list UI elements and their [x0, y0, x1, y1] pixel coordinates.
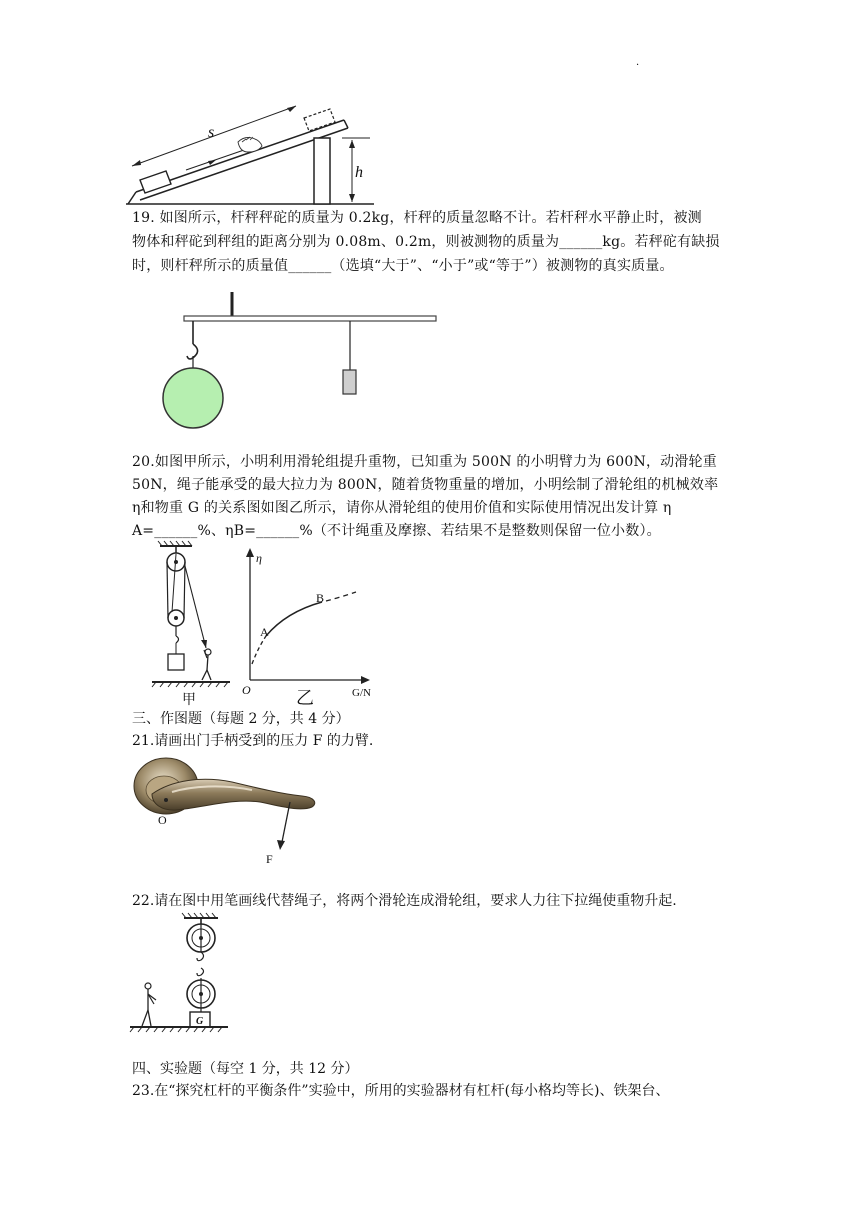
- q20-line3: η和物重 G 的关系图如图乙所示，请你从滑轮组的使用价值和实际使用情况出发计算 η: [132, 500, 672, 516]
- origin-label: O: [242, 683, 251, 697]
- point-a-label: A: [260, 625, 269, 639]
- two-pulleys-figure: [128, 912, 238, 1038]
- weight-g-label: G: [196, 1016, 204, 1027]
- caption-jia: 甲: [182, 692, 196, 708]
- page-mark: ·: [636, 60, 640, 71]
- q19-line2: 物体和秤砣到秤组的距离分别为 0.08m、0.2m，则被测物的质量为______kg。若秤砣有缺损: [132, 234, 720, 250]
- q20-line4: A=______%、ηB=______%（不计绳重及摩擦、若结果不是整数则保留一位小数）。: [132, 523, 661, 539]
- pulley-graph-figure: [146, 540, 376, 708]
- q23-text: 23.在“探究杠杆的平衡条件”实验中，所用的实验器材有杠杆(每小格均等长)、铁架台、: [132, 1083, 670, 1099]
- point-b-label: B: [316, 591, 325, 605]
- h-label: h: [355, 164, 363, 181]
- g-axis-label: G/N: [352, 687, 371, 699]
- door-handle-figure: [132, 750, 322, 868]
- s-label: s: [208, 124, 215, 141]
- section3-title: 三、作图题（每题 2 分，共 4 分）: [132, 711, 350, 727]
- eta-axis-label: η: [256, 551, 262, 565]
- caption-yi: 乙: [296, 688, 314, 708]
- q20-line2: 50N，绳子能承受的最大拉力为 800N，随着货物重量的增加，小明绘制了滑轮组的机械效率: [132, 477, 719, 493]
- incline-figure: [126, 100, 376, 210]
- q20-line1: 20.如图甲所示，小明利用滑轮组提升重物，已知重为 500N 的小明臂力为 600N，动滑轮重: [132, 454, 717, 470]
- steelyard-figure: [160, 288, 450, 438]
- force-f-label: F: [266, 852, 273, 866]
- q19-line1: 19. 如图所示，杆秤秤砣的质量为 0.2kg，杆秤的质量忽略不计。若杆秤水平静止时，被测: [132, 210, 702, 226]
- pivot-o-label: O: [158, 813, 167, 827]
- q19-line3: 时，则杆秤所示的质量值______（选填“大于”、“小于”或“等于”）被测物的真实质量。: [132, 258, 674, 274]
- section4-title: 四、实验题（每空 1 分，共 12 分）: [132, 1061, 359, 1077]
- q22-text: 22.请在图中用笔画线代替绳子，将两个滑轮连成滑轮组，要求人力往下拉绳使重物升起.: [132, 893, 677, 909]
- q21-text: 21.请画出门手柄受到的压力 F 的力臂.: [132, 733, 374, 749]
